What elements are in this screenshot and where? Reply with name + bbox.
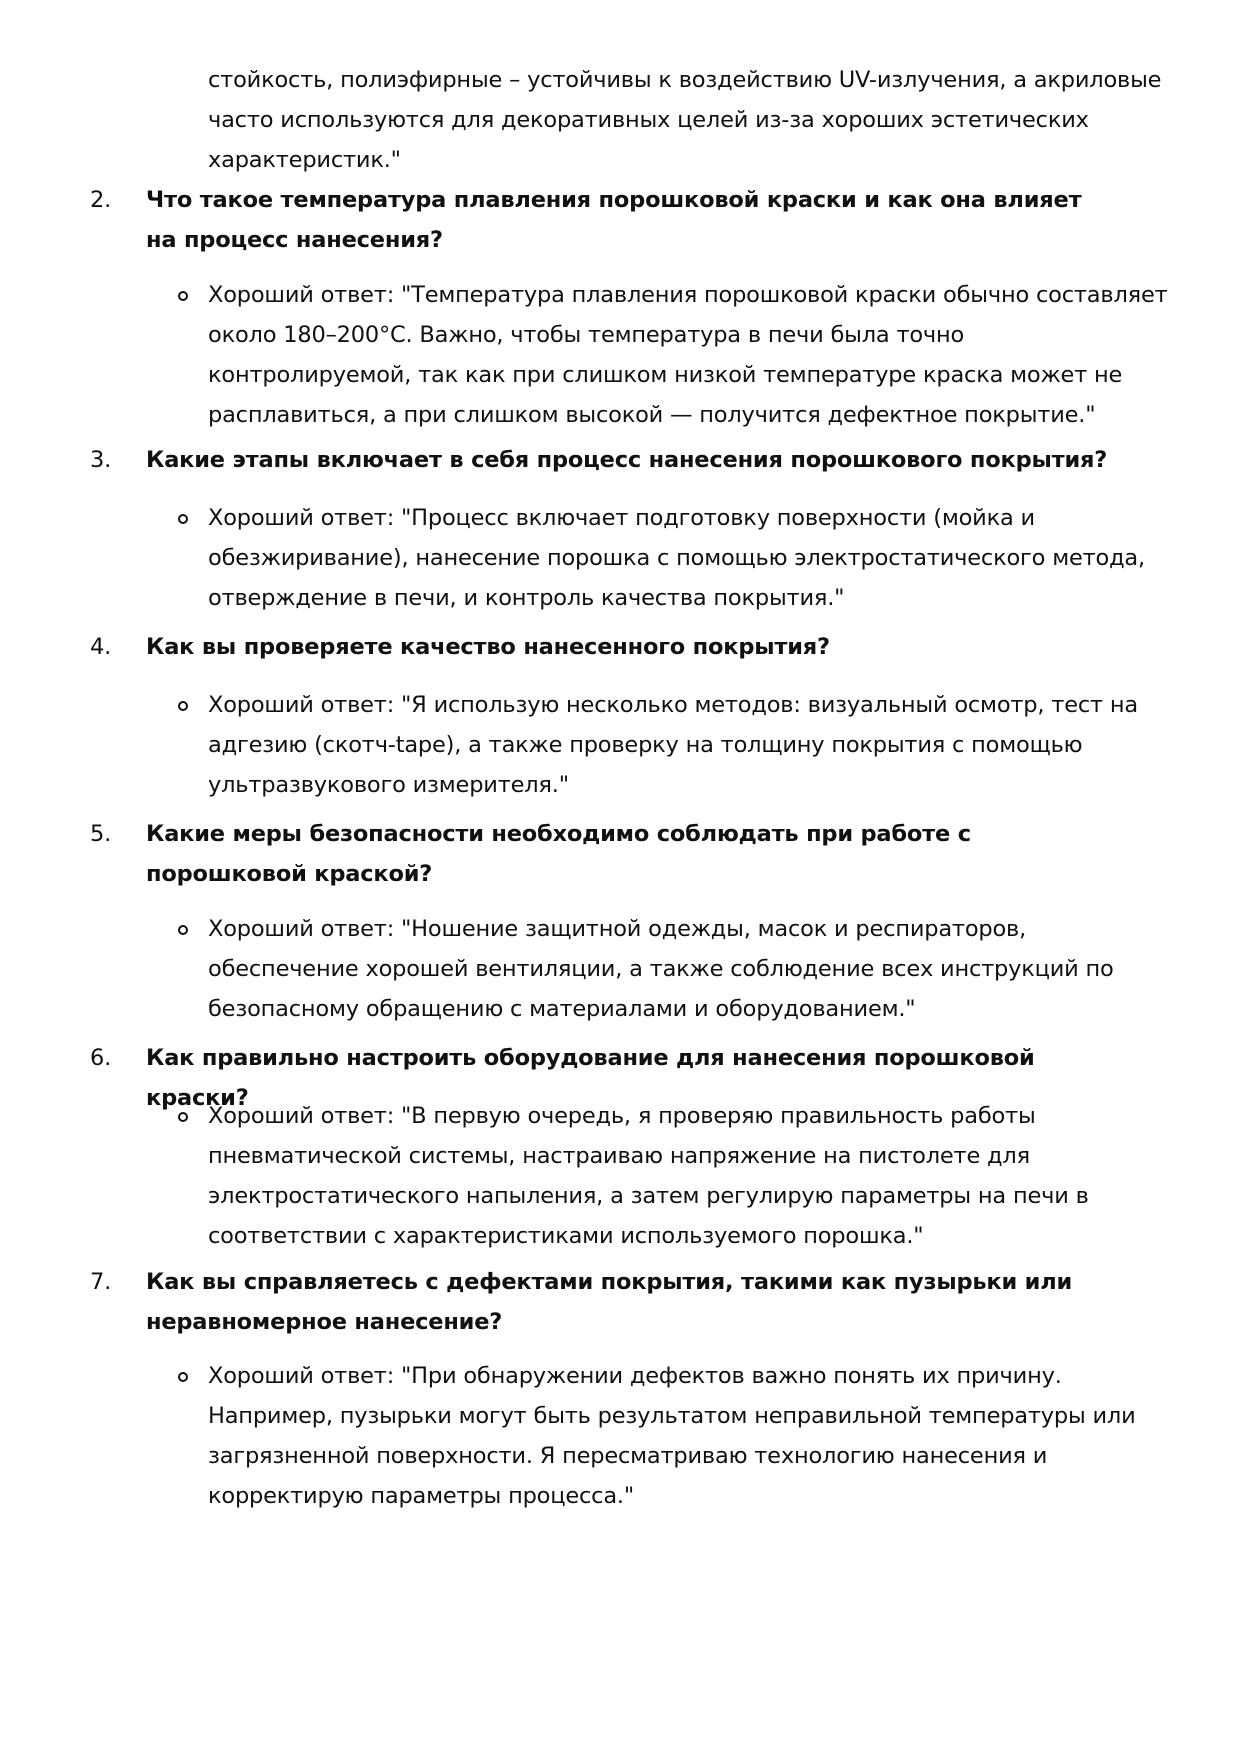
question-number: 3. [90, 447, 112, 473]
answer-text: Хороший ответ: "Ношение защитной одежды, масок и респираторов, обеспечение хорошей вентиляции, а также соблюдение всех инструкций по безопасному обращению с материалами и оборудованием." [208, 916, 1114, 1022]
question-number: 7. [90, 1269, 112, 1295]
answer-text: Хороший ответ: "Я использую несколько методов: визуальный осмотр, тест на адгезию (скотч-tape), а также проверку на толщину покрытия с помощью ультразвукового измерителя." [208, 692, 1138, 798]
question-text: Какие меры безопасности необходимо соблюдать при работе с порошковой краской? [146, 821, 971, 887]
hollow-bullet-icon [178, 514, 188, 524]
answer-continuation: стойкость, полиэфирные – устойчивы к воздействию UV-излучения, а акриловые часто используются для декоративных целей из-за хороших эстетических характеристик." [208, 67, 1162, 173]
answer-text: Хороший ответ: "При обнаружении дефектов важно понять их причину. Например, пузырьки могут быть результатом неправильной температуры или загрязненной поверхности. Я пересматриваю технологию нанесения и корректирую параметры процесса." [208, 1363, 1136, 1509]
question-item-4 [90, 627, 1118, 667]
question-number: 2. [90, 187, 112, 213]
answer-text: Хороший ответ: "В первую очередь, я проверяю правильность работы пневматической системы, настраиваю напряжение на пистолете для электростатического напыления, а затем регулирую параметры на печи в соответствии с характеристиками используемого порошка." [208, 1103, 1089, 1249]
hollow-bullet-icon [178, 291, 188, 301]
question-number: 6. [90, 1045, 112, 1071]
answer-text: Хороший ответ: "Температура плавления порошковой краски обычно составляет около 180–200°C. Важно, чтобы температура в печи была точно контролируемой, так как при слишком низкой температуре краска может не расплавиться, а при слишком высокой — получится дефектное покрытие." [208, 282, 1168, 428]
question-text: Как вы справляетесь с дефектами покрытия, такими как пузырьки или неравномерное нанесение? [146, 1269, 1073, 1335]
question-number: 4. [90, 634, 112, 660]
question-item-3 [90, 440, 1118, 480]
question-text: Какие этапы включает в себя процесс нанесения порошкового покрытия? [146, 447, 1108, 473]
question-text: Как правильно настроить оборудование для нанесения порошковой краски? [146, 1045, 1035, 1111]
question-item-7 [90, 1262, 1118, 1342]
question-text: Что такое температура плавления порошковой краски и как она влияет на процесс нанесения? [146, 187, 1082, 253]
answer-text: Хороший ответ: "Процесс включает подготовку поверхности (мойка и обезжиривание), нанесение порошка с помощью электростатического метода, отверждение в печи, и контроль качества покрытия." [208, 505, 1145, 611]
hollow-bullet-icon [178, 1112, 188, 1122]
hollow-bullet-icon [178, 701, 188, 711]
question-text: Как вы проверяете качество нанесенного покрытия? [146, 634, 830, 660]
hollow-bullet-icon [178, 1372, 188, 1382]
question-item-2 [90, 180, 1118, 260]
question-item-5 [90, 814, 1118, 894]
question-number: 5. [90, 821, 112, 847]
hollow-bullet-icon [178, 925, 188, 935]
